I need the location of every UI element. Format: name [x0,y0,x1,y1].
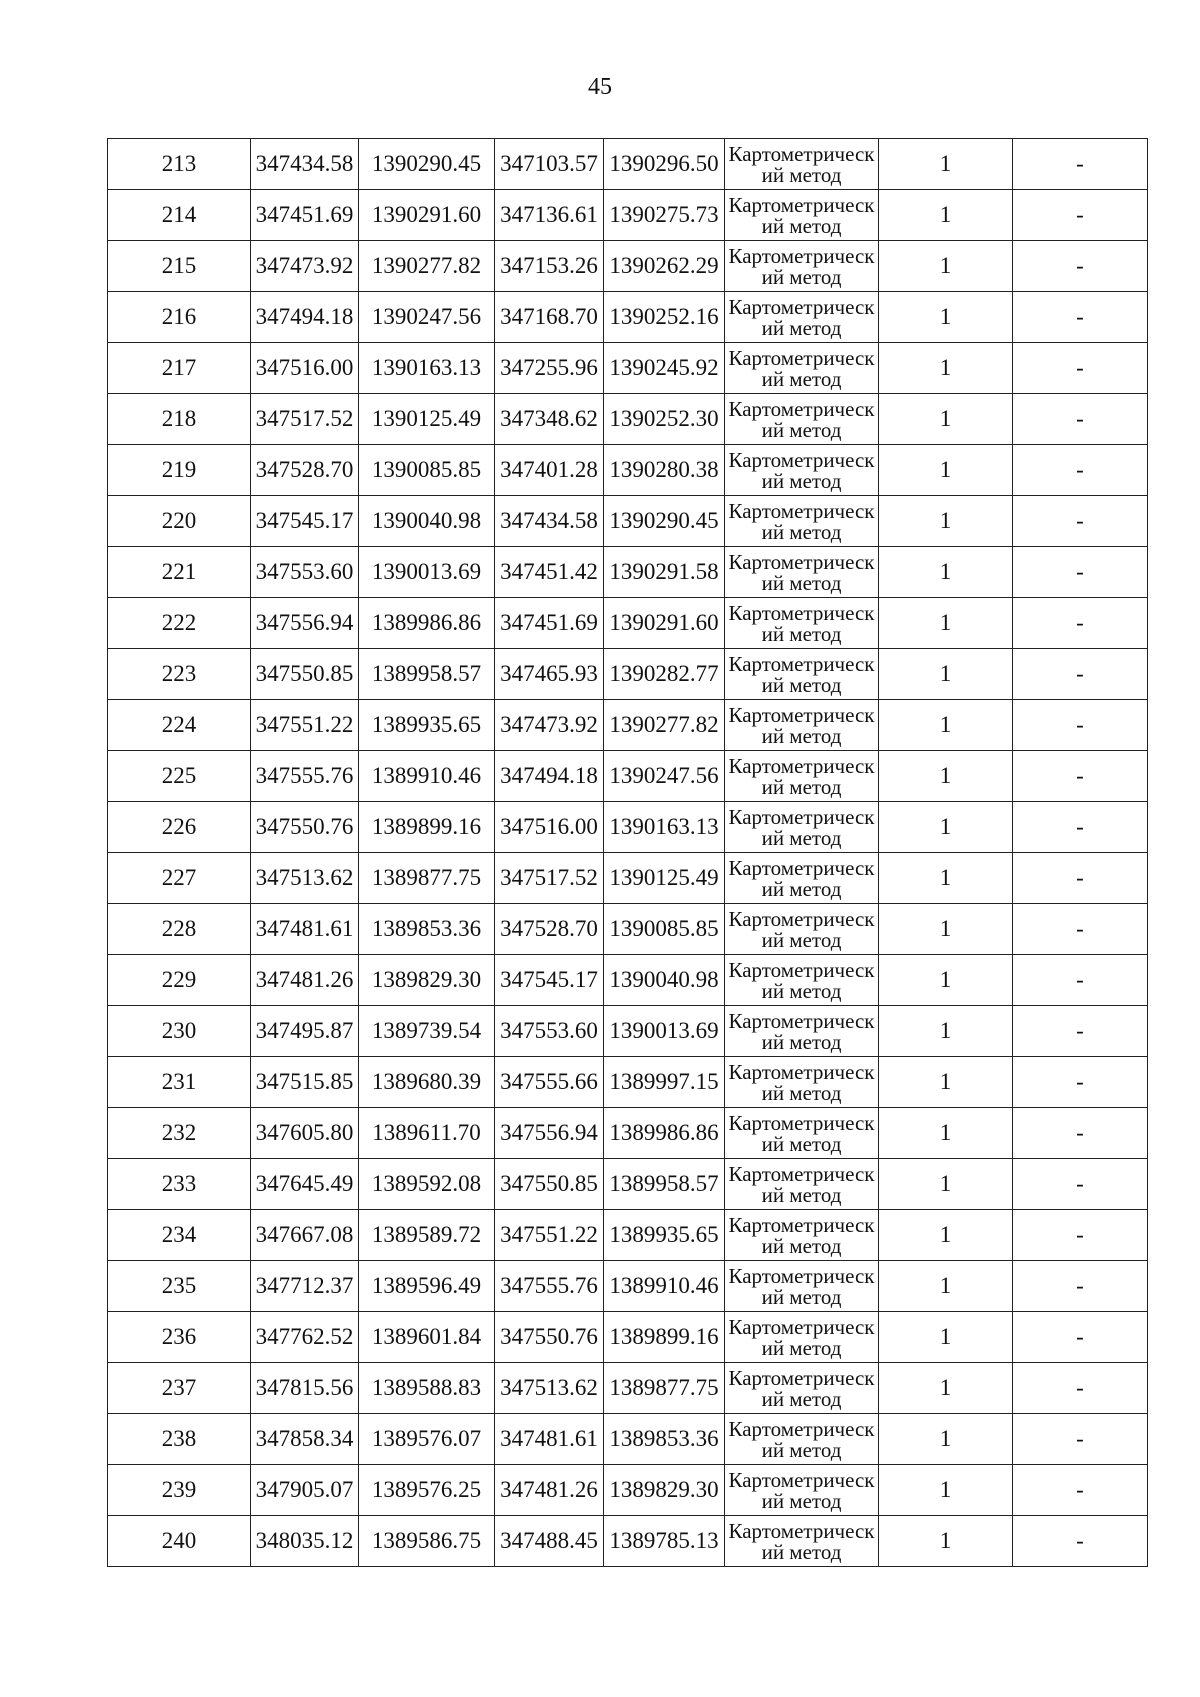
determination-method-cell: Картометрический метод [725,496,879,547]
y-coordinate-cell: 1389958.57 [359,649,495,700]
y-coordinate-cell: 1390247.56 [359,292,495,343]
x-coordinate-previous-cell: 347528.70 [495,904,604,955]
table-row [108,445,1148,496]
determination-method-cell: Картометрический метод [725,547,879,598]
determination-method-cell: Картометрический метод [725,241,879,292]
determination-method-cell: Картометрический метод [725,904,879,955]
table-row [108,547,1148,598]
x-coordinate-previous-cell: 347513.62 [495,1363,604,1414]
table-row [108,853,1148,904]
point-number-cell: 227 [108,853,251,904]
note-cell: - [1013,802,1148,853]
table-row [108,343,1148,394]
point-number-cell: 222 [108,598,251,649]
point-number-cell: 234 [108,1210,251,1261]
note-cell: - [1013,1057,1148,1108]
table-row [108,139,1148,190]
y-coordinate-previous-cell: 1390013.69 [604,1006,725,1057]
y-coordinate-previous-cell: 1390291.58 [604,547,725,598]
x-coordinate-cell: 347762.52 [251,1312,359,1363]
determination-method-cell: Картометрический метод [725,751,879,802]
note-cell: - [1013,1261,1148,1312]
x-coordinate-previous-cell: 347481.26 [495,1465,604,1516]
x-coordinate-previous-cell: 347553.60 [495,1006,604,1057]
point-number-cell: 235 [108,1261,251,1312]
table-row [108,751,1148,802]
accuracy-cell: 1 [879,1108,1013,1159]
x-coordinate-cell: 347545.17 [251,496,359,547]
x-coordinate-previous-cell: 347168.70 [495,292,604,343]
determination-method-cell: Картометрический метод [725,1516,879,1567]
table-row [108,292,1148,343]
y-coordinate-cell: 1389576.07 [359,1414,495,1465]
y-coordinate-previous-cell: 1390262.29 [604,241,725,292]
x-coordinate-previous-cell: 347255.96 [495,343,604,394]
table-row [108,496,1148,547]
note-cell: - [1013,1516,1148,1567]
table-row [108,1006,1148,1057]
x-coordinate-previous-cell: 347473.92 [495,700,604,751]
x-coordinate-previous-cell: 347434.58 [495,496,604,547]
y-coordinate-cell: 1390013.69 [359,547,495,598]
determination-method-cell: Картометрический метод [725,955,879,1006]
table-row [108,394,1148,445]
y-coordinate-previous-cell: 1390085.85 [604,904,725,955]
y-coordinate-cell: 1389935.65 [359,700,495,751]
x-coordinate-previous-cell: 347556.94 [495,1108,604,1159]
x-coordinate-cell: 347451.69 [251,190,359,241]
note-cell: - [1013,598,1148,649]
accuracy-cell: 1 [879,1159,1013,1210]
table-row [108,1516,1148,1567]
note-cell: - [1013,190,1148,241]
y-coordinate-cell: 1389680.39 [359,1057,495,1108]
y-coordinate-cell: 1389877.75 [359,853,495,904]
accuracy-cell: 1 [879,904,1013,955]
y-coordinate-cell: 1389592.08 [359,1159,495,1210]
y-coordinate-previous-cell: 1390296.50 [604,139,725,190]
accuracy-cell: 1 [879,1006,1013,1057]
determination-method-cell: Картометрический метод [725,1057,879,1108]
y-coordinate-cell: 1389910.46 [359,751,495,802]
point-number-cell: 230 [108,1006,251,1057]
determination-method-cell: Картометрический метод [725,1108,879,1159]
y-coordinate-previous-cell: 1389986.86 [604,1108,725,1159]
x-coordinate-previous-cell: 347550.76 [495,1312,604,1363]
table-row [108,700,1148,751]
point-number-cell: 217 [108,343,251,394]
note-cell: - [1013,1210,1148,1261]
accuracy-cell: 1 [879,1057,1013,1108]
y-coordinate-cell: 1389601.84 [359,1312,495,1363]
note-cell: - [1013,292,1148,343]
table-row [108,649,1148,700]
note-cell: - [1013,700,1148,751]
point-number-cell: 213 [108,139,251,190]
y-coordinate-previous-cell: 1390282.77 [604,649,725,700]
y-coordinate-cell: 1390163.13 [359,343,495,394]
x-coordinate-previous-cell: 347551.22 [495,1210,604,1261]
determination-method-cell: Картометрический метод [725,1363,879,1414]
x-coordinate-previous-cell: 347153.26 [495,241,604,292]
x-coordinate-previous-cell: 347517.52 [495,853,604,904]
determination-method-cell: Картометрический метод [725,598,879,649]
table-row [108,1108,1148,1159]
note-cell: - [1013,904,1148,955]
determination-method-cell: Картометрический метод [725,139,879,190]
note-cell: - [1013,1363,1148,1414]
y-coordinate-previous-cell: 1390275.73 [604,190,725,241]
y-coordinate-cell: 1389586.75 [359,1516,495,1567]
accuracy-cell: 1 [879,1465,1013,1516]
determination-method-cell: Картометрический метод [725,802,879,853]
y-coordinate-cell: 1390290.45 [359,139,495,190]
table-row [108,1414,1148,1465]
y-coordinate-cell: 1389589.72 [359,1210,495,1261]
x-coordinate-cell: 348035.12 [251,1516,359,1567]
x-coordinate-previous-cell: 347451.69 [495,598,604,649]
y-coordinate-previous-cell: 1390277.82 [604,700,725,751]
y-coordinate-cell: 1390277.82 [359,241,495,292]
coordinates-table-body [108,139,1148,1567]
y-coordinate-previous-cell: 1389958.57 [604,1159,725,1210]
determination-method-cell: Картометрический метод [725,853,879,904]
table-row [108,1261,1148,1312]
determination-method-cell: Картометрический метод [725,1159,879,1210]
note-cell: - [1013,955,1148,1006]
y-coordinate-previous-cell: 1390040.98 [604,955,725,1006]
note-cell: - [1013,1414,1148,1465]
coordinates-table [107,138,1148,1567]
x-coordinate-cell: 347495.87 [251,1006,359,1057]
y-coordinate-cell: 1390291.60 [359,190,495,241]
determination-method-cell: Картометрический метод [725,292,879,343]
note-cell: - [1013,1108,1148,1159]
accuracy-cell: 1 [879,1210,1013,1261]
table-row [108,1363,1148,1414]
determination-method-cell: Картометрический метод [725,445,879,496]
x-coordinate-cell: 347550.85 [251,649,359,700]
point-number-cell: 240 [108,1516,251,1567]
point-number-cell: 237 [108,1363,251,1414]
note-cell: - [1013,496,1148,547]
point-number-cell: 219 [108,445,251,496]
note-cell: - [1013,343,1148,394]
y-coordinate-previous-cell: 1389997.15 [604,1057,725,1108]
y-coordinate-cell: 1389829.30 [359,955,495,1006]
note-cell: - [1013,139,1148,190]
accuracy-cell: 1 [879,445,1013,496]
accuracy-cell: 1 [879,496,1013,547]
accuracy-cell: 1 [879,598,1013,649]
x-coordinate-previous-cell: 347103.57 [495,139,604,190]
x-coordinate-cell: 347515.85 [251,1057,359,1108]
point-number-cell: 225 [108,751,251,802]
x-coordinate-cell: 347434.58 [251,139,359,190]
point-number-cell: 215 [108,241,251,292]
y-coordinate-cell: 1390125.49 [359,394,495,445]
y-coordinate-previous-cell: 1389935.65 [604,1210,725,1261]
accuracy-cell: 1 [879,700,1013,751]
note-cell: - [1013,751,1148,802]
point-number-cell: 239 [108,1465,251,1516]
point-number-cell: 232 [108,1108,251,1159]
note-cell: - [1013,547,1148,598]
x-coordinate-cell: 347645.49 [251,1159,359,1210]
accuracy-cell: 1 [879,955,1013,1006]
determination-method-cell: Картометрический метод [725,343,879,394]
note-cell: - [1013,1312,1148,1363]
accuracy-cell: 1 [879,139,1013,190]
y-coordinate-previous-cell: 1390245.92 [604,343,725,394]
table-row [108,1159,1148,1210]
accuracy-cell: 1 [879,802,1013,853]
accuracy-cell: 1 [879,1363,1013,1414]
table-row [108,241,1148,292]
x-coordinate-cell: 347555.76 [251,751,359,802]
note-cell: - [1013,445,1148,496]
x-coordinate-cell: 347517.52 [251,394,359,445]
y-coordinate-previous-cell: 1389785.13 [604,1516,725,1567]
x-coordinate-cell: 347494.18 [251,292,359,343]
table-row [108,955,1148,1006]
table-row [108,190,1148,241]
x-coordinate-previous-cell: 347516.00 [495,802,604,853]
x-coordinate-previous-cell: 347348.62 [495,394,604,445]
page-number: 45 [588,74,612,100]
y-coordinate-cell: 1389739.54 [359,1006,495,1057]
y-coordinate-previous-cell: 1389877.75 [604,1363,725,1414]
y-coordinate-cell: 1389986.86 [359,598,495,649]
point-number-cell: 224 [108,700,251,751]
point-number-cell: 220 [108,496,251,547]
note-cell: - [1013,1159,1148,1210]
table-row [108,802,1148,853]
x-coordinate-cell: 347815.56 [251,1363,359,1414]
x-coordinate-cell: 347605.80 [251,1108,359,1159]
x-coordinate-cell: 347551.22 [251,700,359,751]
point-number-cell: 221 [108,547,251,598]
y-coordinate-cell: 1390085.85 [359,445,495,496]
determination-method-cell: Картометрический метод [725,394,879,445]
y-coordinate-previous-cell: 1389910.46 [604,1261,725,1312]
accuracy-cell: 1 [879,190,1013,241]
note-cell: - [1013,1465,1148,1516]
y-coordinate-previous-cell: 1390125.49 [604,853,725,904]
point-number-cell: 231 [108,1057,251,1108]
point-number-cell: 218 [108,394,251,445]
y-coordinate-previous-cell: 1389853.36 [604,1414,725,1465]
x-coordinate-previous-cell: 347401.28 [495,445,604,496]
x-coordinate-previous-cell: 347465.93 [495,649,604,700]
x-coordinate-previous-cell: 347555.66 [495,1057,604,1108]
table-row [108,1312,1148,1363]
point-number-cell: 223 [108,649,251,700]
point-number-cell: 233 [108,1159,251,1210]
determination-method-cell: Картометрический метод [725,1312,879,1363]
determination-method-cell: Картометрический метод [725,649,879,700]
table-row [108,598,1148,649]
determination-method-cell: Картометрический метод [725,190,879,241]
accuracy-cell: 1 [879,649,1013,700]
x-coordinate-cell: 347481.61 [251,904,359,955]
x-coordinate-cell: 347513.62 [251,853,359,904]
x-coordinate-cell: 347473.92 [251,241,359,292]
x-coordinate-previous-cell: 347494.18 [495,751,604,802]
y-coordinate-previous-cell: 1389829.30 [604,1465,725,1516]
y-coordinate-cell: 1389588.83 [359,1363,495,1414]
determination-method-cell: Картометрический метод [725,1261,879,1312]
x-coordinate-previous-cell: 347451.42 [495,547,604,598]
table-row [108,904,1148,955]
x-coordinate-cell: 347905.07 [251,1465,359,1516]
accuracy-cell: 1 [879,292,1013,343]
y-coordinate-previous-cell: 1390163.13 [604,802,725,853]
point-number-cell: 226 [108,802,251,853]
y-coordinate-previous-cell: 1390291.60 [604,598,725,649]
x-coordinate-cell: 347516.00 [251,343,359,394]
point-number-cell: 228 [108,904,251,955]
accuracy-cell: 1 [879,853,1013,904]
accuracy-cell: 1 [879,343,1013,394]
note-cell: - [1013,853,1148,904]
note-cell: - [1013,649,1148,700]
x-coordinate-cell: 347550.76 [251,802,359,853]
y-coordinate-previous-cell: 1389899.16 [604,1312,725,1363]
y-coordinate-previous-cell: 1390280.38 [604,445,725,496]
y-coordinate-previous-cell: 1390252.16 [604,292,725,343]
x-coordinate-cell: 347481.26 [251,955,359,1006]
x-coordinate-previous-cell: 347555.76 [495,1261,604,1312]
determination-method-cell: Картометрический метод [725,1414,879,1465]
table-row [108,1210,1148,1261]
y-coordinate-previous-cell: 1390290.45 [604,496,725,547]
table-row [108,1057,1148,1108]
x-coordinate-previous-cell: 347545.17 [495,955,604,1006]
accuracy-cell: 1 [879,241,1013,292]
y-coordinate-cell: 1389576.25 [359,1465,495,1516]
x-coordinate-cell: 347556.94 [251,598,359,649]
y-coordinate-cell: 1390040.98 [359,496,495,547]
determination-method-cell: Картометрический метод [725,1006,879,1057]
accuracy-cell: 1 [879,394,1013,445]
accuracy-cell: 1 [879,1414,1013,1465]
x-coordinate-previous-cell: 347136.61 [495,190,604,241]
determination-method-cell: Картометрический метод [725,1465,879,1516]
y-coordinate-cell: 1389899.16 [359,802,495,853]
accuracy-cell: 1 [879,751,1013,802]
y-coordinate-cell: 1389596.49 [359,1261,495,1312]
x-coordinate-cell: 347858.34 [251,1414,359,1465]
point-number-cell: 238 [108,1414,251,1465]
x-coordinate-previous-cell: 347481.61 [495,1414,604,1465]
x-coordinate-cell: 347667.08 [251,1210,359,1261]
x-coordinate-cell: 347553.60 [251,547,359,598]
table-row [108,1465,1148,1516]
accuracy-cell: 1 [879,1516,1013,1567]
determination-method-cell: Картометрический метод [725,700,879,751]
accuracy-cell: 1 [879,1312,1013,1363]
note-cell: - [1013,241,1148,292]
point-number-cell: 236 [108,1312,251,1363]
y-coordinate-cell: 1389611.70 [359,1108,495,1159]
accuracy-cell: 1 [879,547,1013,598]
point-number-cell: 229 [108,955,251,1006]
note-cell: - [1013,1006,1148,1057]
note-cell: - [1013,394,1148,445]
y-coordinate-previous-cell: 1390247.56 [604,751,725,802]
y-coordinate-cell: 1389853.36 [359,904,495,955]
x-coordinate-previous-cell: 347488.45 [495,1516,604,1567]
accuracy-cell: 1 [879,1261,1013,1312]
point-number-cell: 216 [108,292,251,343]
x-coordinate-previous-cell: 347550.85 [495,1159,604,1210]
x-coordinate-cell: 347528.70 [251,445,359,496]
y-coordinate-previous-cell: 1390252.30 [604,394,725,445]
x-coordinate-cell: 347712.37 [251,1261,359,1312]
determination-method-cell: Картометрический метод [725,1210,879,1261]
point-number-cell: 214 [108,190,251,241]
